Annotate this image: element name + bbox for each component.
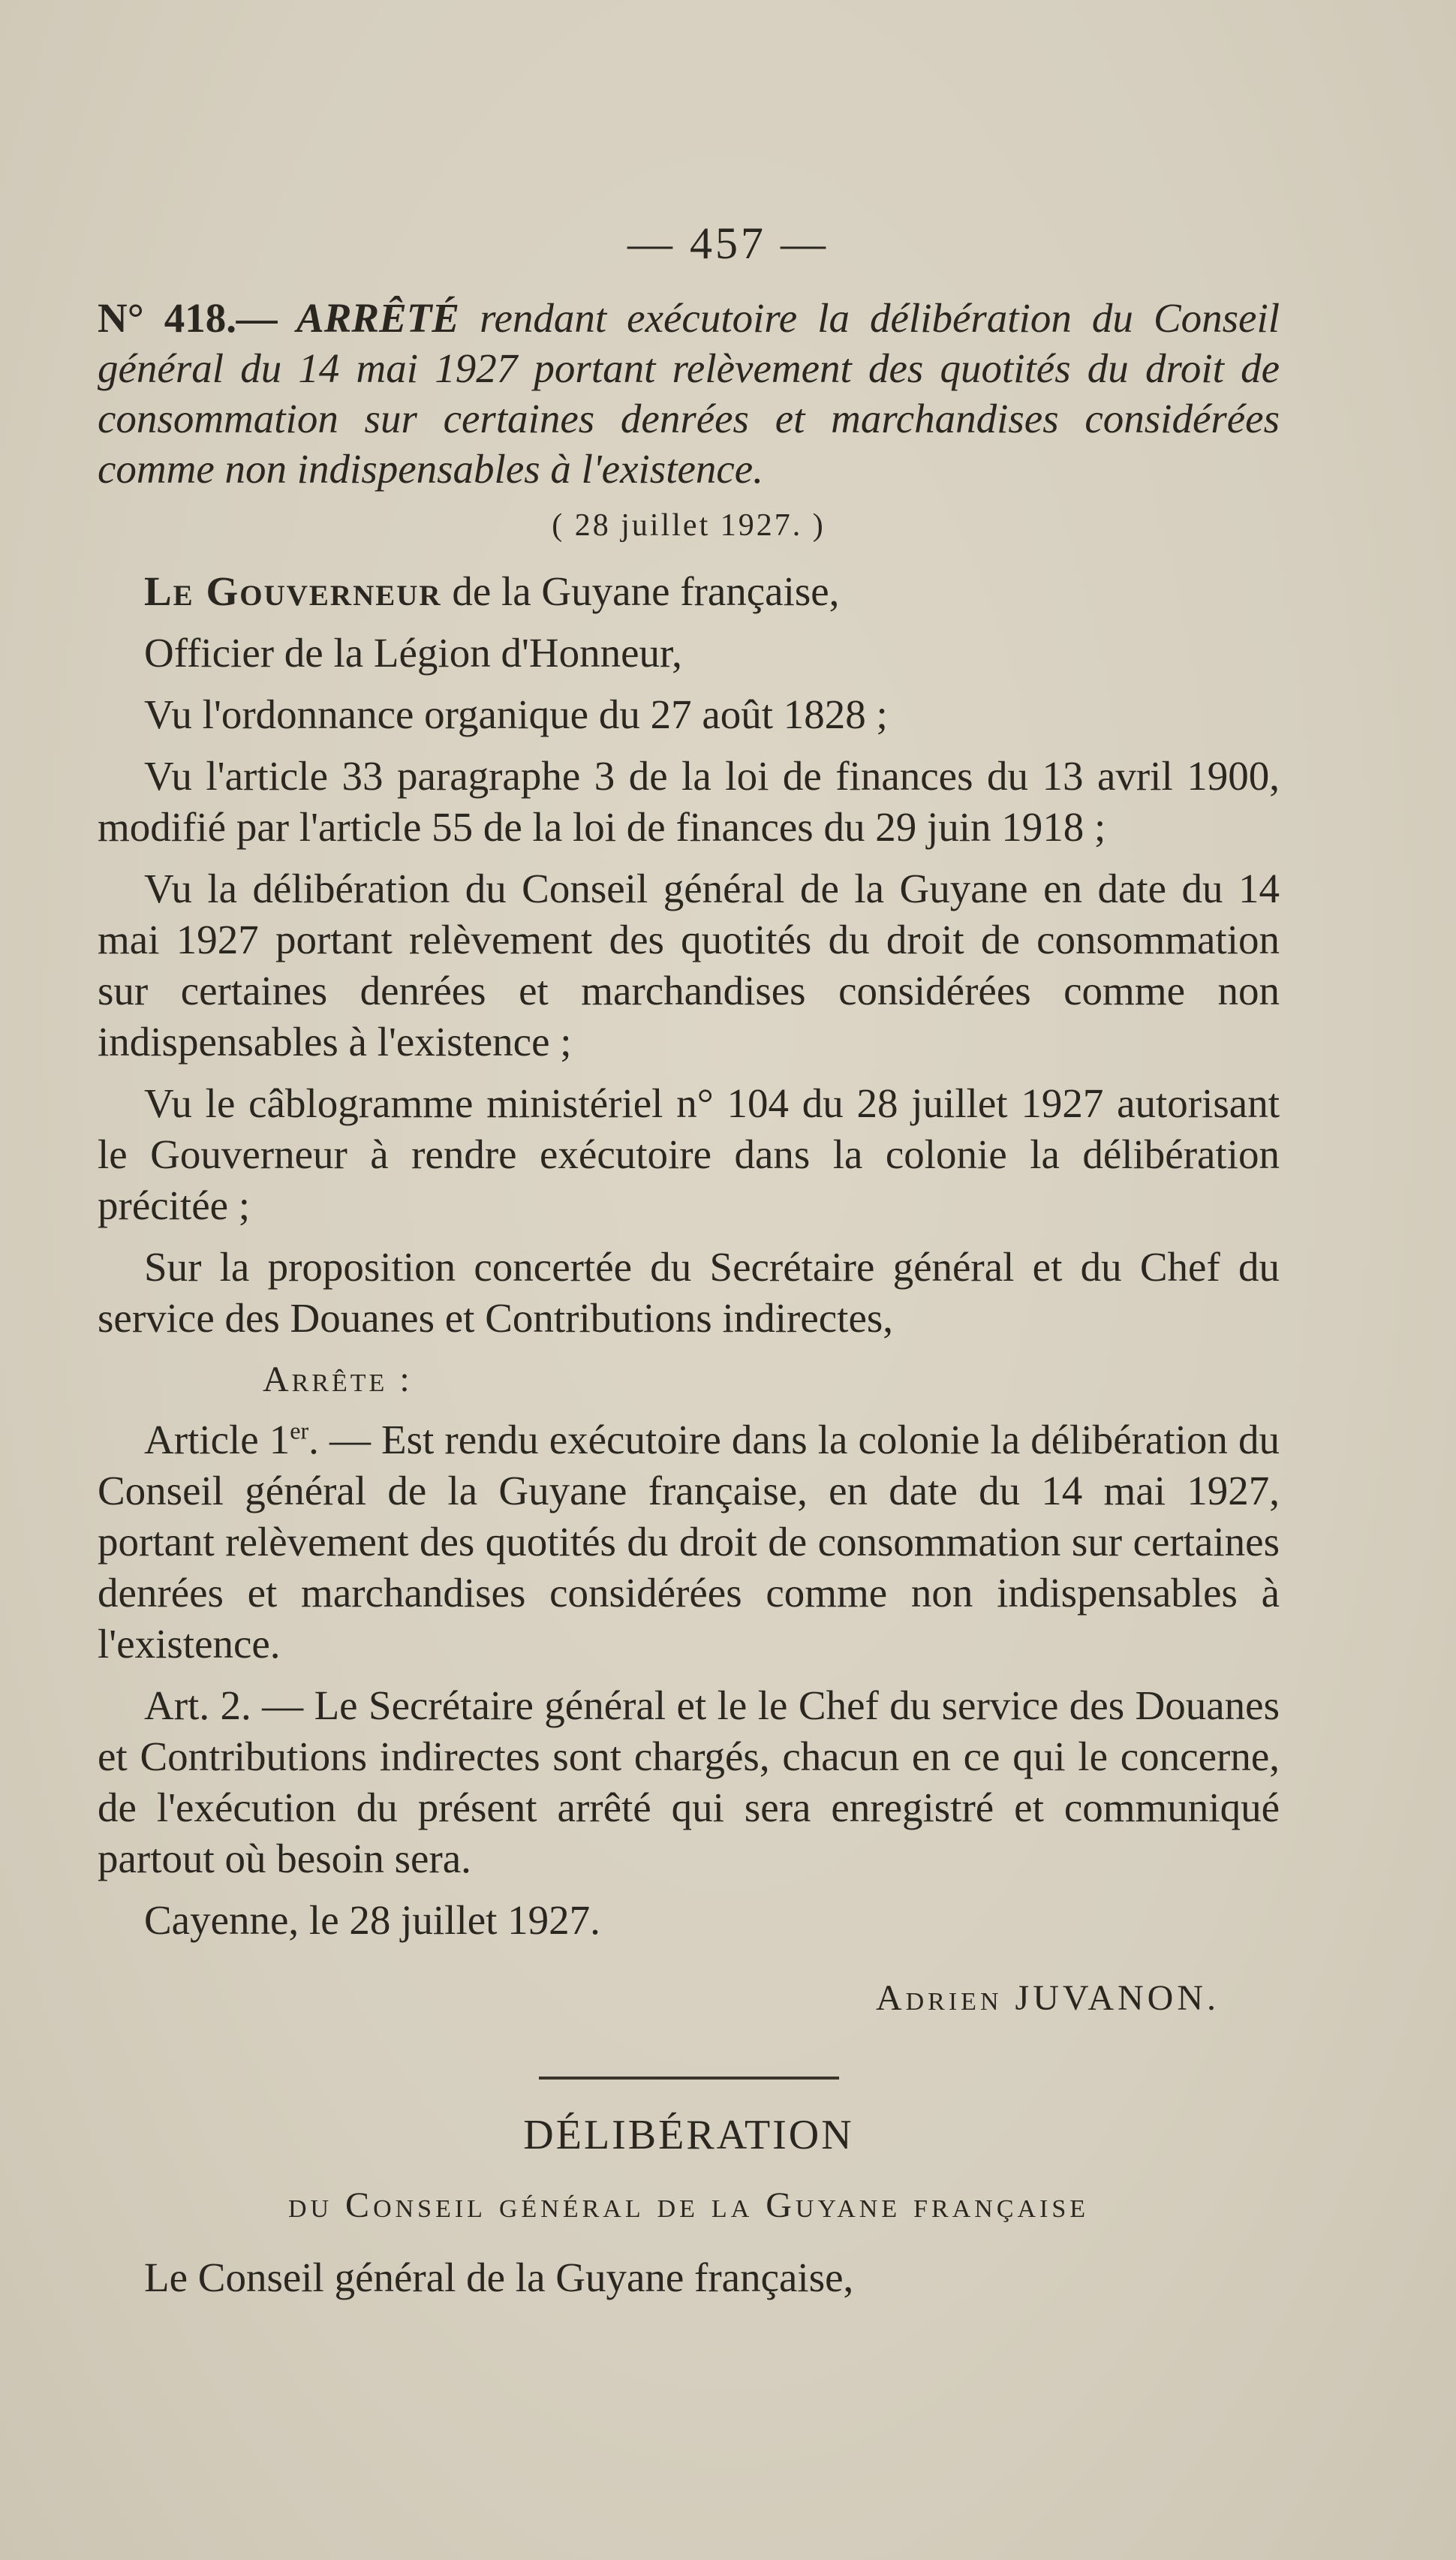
officier-line: Officier de la Légion d'Honneur, [144,630,682,676]
decree-date: ( 28 juillet 1927. ) [552,508,826,543]
article-1-sup: er [290,1417,309,1444]
page-number: — 457 — [627,218,829,268]
decree-lead: — ARRÊTÉ [236,295,460,341]
section-divider [539,2077,839,2080]
decree-number: N° 418. [98,295,237,341]
vu-ordonnance: Vu l'ordonnance organique du 27 août 1828 ; [144,691,888,737]
decree-title [98,293,1280,494]
deliberation-title: DÉLIBÉRATION [523,2112,854,2158]
governor-text: de la Guyane française, [441,568,840,614]
governor-line [98,566,1280,617]
article-2: Art. 2. — Le Secrétaire général et le le Chef du service des Douanes et Contributions indirectes sont chargés, chacun en ce qui le concerne, de l'exécution du présent arrêté qui sera enregistré et communiqué partout où besoin sera. [98,1682,1280,1881]
decree-title-text: rendant exécutoire la délibération du Conseil général du 14 mai 1927 portant relèvement des quotités du droit de consommation sur certaines denrées et marchandises considérées comme non indispensables à l'existence. [98,295,1280,492]
vu-deliberation: Vu la délibération du Conseil général de la Guyane en date du 14 mai 1927 portant relèvement des quotités du droit de consommation sur certaines denrées et marchandises considérées comme non indispensables à l'existence ; [98,866,1280,1065]
vu-article: Vu l'article 33 paragraphe 3 de la loi de finances du 13 avril 1900, modifié par l'article 55 de la loi de finances du 29 juin 1918 ; [98,753,1280,850]
article-1-label: Article 1 [144,1417,290,1462]
governor-lead: Le Gouverneur [144,568,442,614]
document-body [98,293,1280,2314]
sur-proposition: Sur la proposition concertée du Secrétaire général et du Chef du service des Douanes et Contributions indirectes, [98,1244,1280,1341]
vu-cablogramme: Vu le câblogramme ministériel n° 104 du 28 juillet 1927 autorisant le Gouverneur à rendre exécutoire dans la colonie la délibération précitée ; [98,1080,1280,1228]
signature: Adrien JUVANON. [875,1978,1220,2018]
deliberation-opening: Le Conseil général de la Guyane française, [144,2254,854,2300]
place-date: Cayenne, le 28 juillet 1927. [144,1897,600,1943]
deliberation-subtitle: du Conseil général de la Guyane française [287,2185,1090,2225]
article-1 [98,1414,1280,1670]
article-1-text: . — Est rendu exécutoire dans la colonie la délibération du Conseil général de la Guyane française, en date du 14 mai 1927, portant relèvement des quotités du droit de consommation sur certaines denrées et marchandises considérées comme non indispensables à l'existence. [98,1417,1280,1667]
arrete-heading: Arrête : [263,1360,413,1399]
